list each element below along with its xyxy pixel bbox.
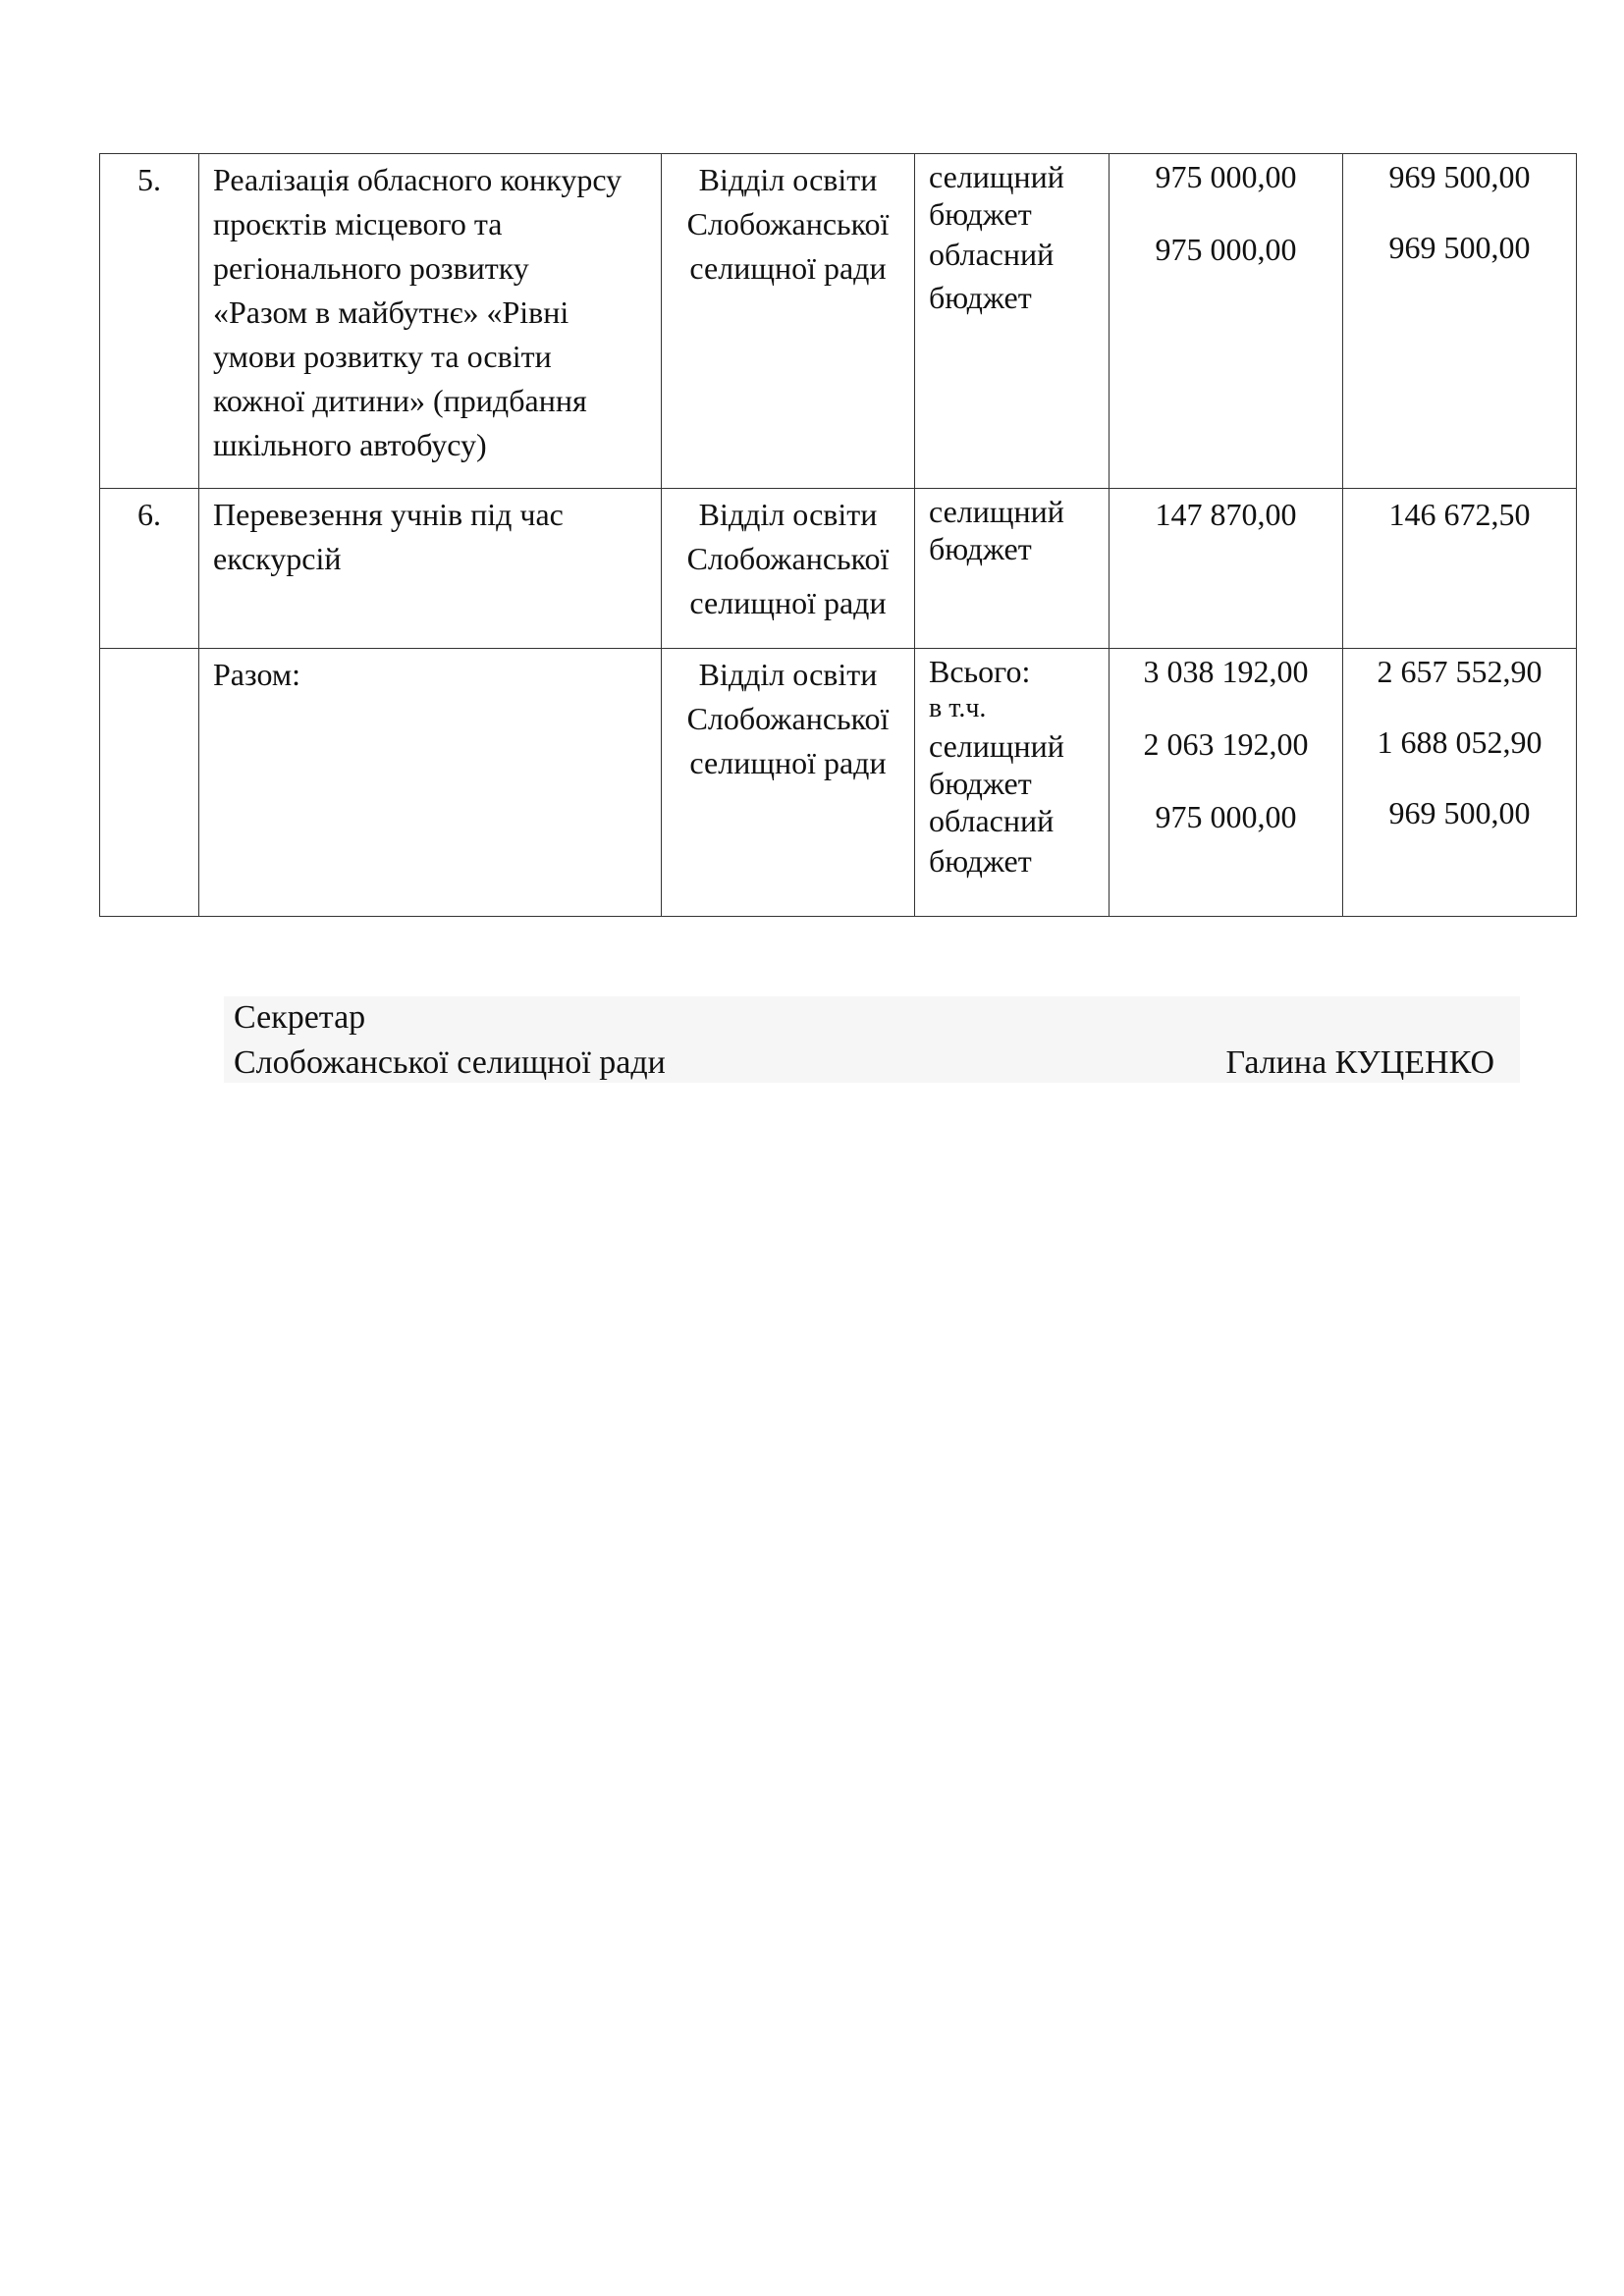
actual-amount (1343, 154, 1577, 489)
table-total-row (100, 649, 1577, 917)
planned-amount-value: 3 038 192,00 (1143, 654, 1309, 689)
row-number: 6. (100, 489, 199, 649)
program-name (199, 489, 662, 649)
program-name-line: Реалізація обласного конкурсу (213, 162, 623, 197)
program-name-line: проєктів місцевого та (213, 206, 503, 241)
funding-source-line: селищний (929, 494, 1064, 529)
executor (662, 154, 915, 489)
funding-source-line: селищний (929, 728, 1064, 764)
actual-amount (1343, 489, 1577, 649)
budget-table (99, 153, 1577, 917)
program-name-line: регіонального розвитку (213, 250, 529, 286)
executor-line: селищної ради (689, 250, 887, 286)
funding-source-line: бюджет (929, 280, 1032, 315)
program-name (199, 154, 662, 489)
executor-line: Відділ освіти (698, 657, 878, 692)
funding-source-line: бюджет (929, 196, 1032, 232)
program-name (199, 649, 662, 917)
program-name-line: Перевезення учнів під час (213, 497, 564, 532)
planned-amount-value: 2 063 192,00 (1143, 726, 1309, 762)
actual-amount-value: 969 500,00 (1388, 159, 1531, 194)
table-row (100, 154, 1577, 489)
planned-amount-value: 975 000,00 (1155, 232, 1297, 267)
executor-line: Слобожанської (686, 701, 890, 736)
actual-amount-value: 146 672,50 (1388, 497, 1531, 532)
planned-amount (1110, 489, 1343, 649)
program-name-line: «Разом в майбутнє» «Рівні (213, 294, 569, 330)
funding-source-line: обласний (929, 237, 1055, 272)
funding-source (915, 489, 1110, 649)
planned-amount-value: 147 870,00 (1155, 497, 1297, 532)
executor (662, 649, 915, 917)
total-label: Разом: (213, 657, 300, 692)
funding-source-line: обласний (929, 803, 1055, 838)
table-row (100, 489, 1577, 649)
planned-amount-value: 975 000,00 (1155, 799, 1297, 834)
row-number: 5. (100, 154, 199, 489)
executor-line: Відділ освіти (698, 162, 878, 197)
row-number (100, 649, 199, 917)
signature-block (224, 996, 1520, 1083)
funding-source-line: Всього: (929, 654, 1031, 689)
program-name-line: кожної дитини» (придбання (213, 383, 587, 418)
actual-amount-value: 1 688 052,90 (1377, 724, 1543, 760)
executor (662, 489, 915, 649)
executor-line: селищної ради (689, 585, 887, 620)
planned-amount (1110, 154, 1343, 489)
funding-source-line: в т.ч. (929, 693, 987, 723)
funding-source-line: бюджет (929, 766, 1032, 801)
executor-line: Слобожанської (686, 206, 890, 241)
funding-source-line: бюджет (929, 531, 1032, 566)
funding-source-line: селищний (929, 159, 1064, 194)
actual-amount-value: 969 500,00 (1388, 795, 1531, 830)
signer-name: Галина КУЦЕНКО (1225, 1044, 1494, 1081)
program-name-line: умови розвитку та освіти (213, 339, 552, 374)
funding-source (915, 649, 1110, 917)
actual-amount-value: 2 657 552,90 (1377, 654, 1543, 689)
program-name-line: шкільного автобусу) (213, 427, 487, 462)
planned-amount (1110, 649, 1343, 917)
actual-amount (1343, 649, 1577, 917)
executor-line: селищної ради (689, 745, 887, 780)
funding-source (915, 154, 1110, 489)
signer-organization: Слобожанської селищної ради (234, 1044, 666, 1081)
planned-amount-value: 975 000,00 (1155, 159, 1297, 194)
funding-source-line: бюджет (929, 843, 1032, 879)
program-name-line: екскурсій (213, 541, 342, 576)
actual-amount-value: 969 500,00 (1388, 230, 1531, 265)
executor-line: Слобожанської (686, 541, 890, 576)
signer-title: Секретар (234, 999, 366, 1036)
executor-line: Відділ освіти (698, 497, 878, 532)
